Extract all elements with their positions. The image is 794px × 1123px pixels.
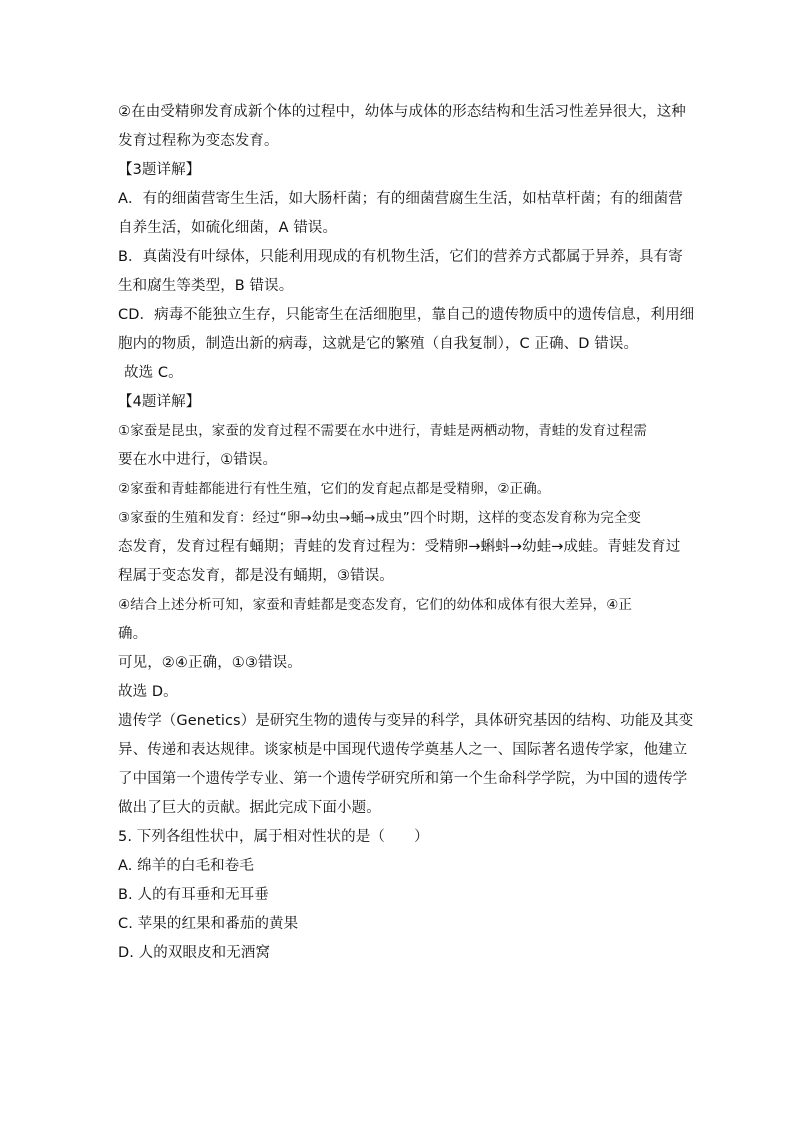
text-line: ②家蚕和青蛙都能进行有性生殖，它们的发育起点都是受精卵，②正确。 <box>118 481 551 497</box>
text-line: 生和腐生等类型，B 错误。 <box>118 278 294 294</box>
text-line: A. 绵羊的白毛和卷毛 <box>118 858 254 874</box>
document-body <box>118 98 695 968</box>
text-line: ③家蚕的生殖和发育：经过“卵→幼虫→蛹→成虫”四个时期，这样的变态发育称为完全变 <box>118 510 642 526</box>
text-line: 故选 C。 <box>124 365 183 381</box>
text-line: ④结合上述分析可知，家蚕和青蛙都是变态发育，它们的幼体和成体有很大差异，④正 <box>118 597 633 613</box>
text-line: 确。 <box>118 626 148 642</box>
text-line: ①家蚕是昆虫，家蚕的发育过程不需要在水中进行，青蛙是两栖动物，青蛙的发育过程需 <box>118 423 648 439</box>
text-line: 故选 D。 <box>118 684 178 700</box>
text-line: 了中国第一个遗传学专业、第一个遗传学研究所和第一个生命科学学院，为中国的遗传学 <box>118 771 688 787</box>
text-line: 遗传学（Genetics）是研究生物的遗传与变异的科学，具体研究基因的结构、功能及其变 <box>118 713 694 729</box>
text-line: 程属于变态发育，都是没有蛹期，③错误。 <box>118 568 394 584</box>
text-line: ②在由受精卵发育成新个体的过程中，幼体与成体的形态结构和生活习性差异很大，这种 <box>118 104 686 120</box>
text-line: 态发育，发育过程有蛹期；青蛙的发育过程为：受精卵→蝌蚪→幼蛙→成蛙。青蛙发育过 <box>118 539 681 555</box>
text-line: 要在水中进行，①错误。 <box>118 452 278 468</box>
text-line: 异、传递和表达规律。谈家桢是中国现代遗传学奠基人之一、国际著名遗传学家，他建立 <box>118 742 688 758</box>
text-line: B．真菌没有叶绿体，只能利用现成的有机物生活，它们的营养方式都属于异养，具有寄 <box>118 249 683 265</box>
text-line: 5. 下列各组性状中，属于相对性状的是（ ） <box>118 829 429 845</box>
text-line: A．有的细菌营寄生生活，如大肠杆菌；有的细菌营腐生生活，如枯草杆菌；有的细菌营 <box>118 191 683 207</box>
text-line: 胞内的物质，制造出新的病毒，这就是它的繁殖（自我复制），C 正确、D 错误。 <box>118 336 639 352</box>
text-line: 发育过程称为变态发育。 <box>118 133 279 149</box>
text-line: 【3题详解】 <box>118 162 201 178</box>
text-line: 自养生活，如硫化细菌，A 错误。 <box>118 220 338 236</box>
text-line: B. 人的有耳垂和无耳垂 <box>118 887 269 903</box>
text-line: CD．病毒不能独立生存，只能寄生在活细胞里，靠自己的遗传物质中的遗传信息，利用细 <box>118 307 695 323</box>
text-line: 【4题详解】 <box>118 394 201 410</box>
text-line: 做出了巨大的贡献。据此完成下面小题。 <box>118 800 381 816</box>
text-line: 可见，②④正确，①③错误。 <box>118 655 302 671</box>
text-line: C. 苹果的红果和番茄的黄果 <box>118 916 299 932</box>
text-line: D. 人的双眼皮和无酒窝 <box>118 945 271 961</box>
